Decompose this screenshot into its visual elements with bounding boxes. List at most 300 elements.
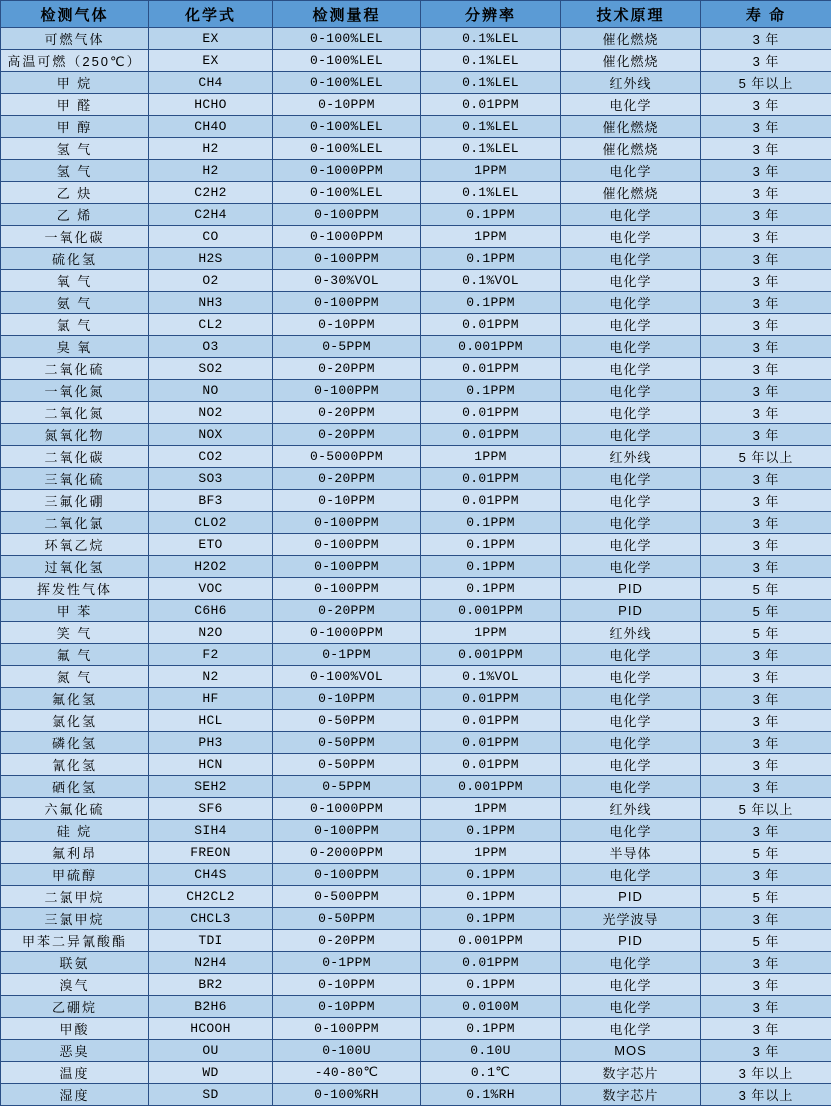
table-row [1, 270, 831, 292]
table-header-row [1, 1, 831, 28]
cell-formula: C2H2 [149, 182, 273, 204]
cell-formula: H2 [149, 160, 273, 182]
cell-resolution: 0.001PPM [421, 644, 561, 666]
table-row [1, 996, 831, 1018]
cell-formula: BF3 [149, 490, 273, 512]
cell-range: 0-10PPM [273, 688, 421, 710]
cell-range: -40-80℃ [273, 1062, 421, 1084]
cell-principle: 红外线 [561, 446, 701, 468]
cell-resolution: 0.1PPM [421, 204, 561, 226]
cell-range: 0-100U [273, 1040, 421, 1062]
cell-resolution: 0.01PPM [421, 358, 561, 380]
cell-lifetime: 5 年 [701, 578, 831, 600]
cell-lifetime: 3 年 [701, 204, 831, 226]
table-row [1, 512, 831, 534]
cell-resolution: 0.1%RH [421, 1084, 561, 1106]
cell-formula: PH3 [149, 732, 273, 754]
cell-resolution: 0.001PPM [421, 776, 561, 798]
cell-resolution: 0.01PPM [421, 732, 561, 754]
cell-principle: 催化燃烧 [561, 28, 701, 50]
cell-resolution: 0.1PPM [421, 1018, 561, 1040]
table-row [1, 974, 831, 996]
table-row [1, 314, 831, 336]
cell-lifetime: 3 年 [701, 864, 831, 886]
cell-range: 0-50PPM [273, 908, 421, 930]
cell-principle: 电化学 [561, 314, 701, 336]
cell-gas: 溴气 [1, 974, 149, 996]
cell-range: 0-100PPM [273, 292, 421, 314]
cell-range: 0-100PPM [273, 204, 421, 226]
cell-range: 0-100PPM [273, 820, 421, 842]
cell-lifetime: 3 年 [701, 380, 831, 402]
cell-formula: N2O [149, 622, 273, 644]
table-row [1, 644, 831, 666]
cell-lifetime: 5 年 [701, 600, 831, 622]
cell-principle: 电化学 [561, 424, 701, 446]
cell-formula: SIH4 [149, 820, 273, 842]
table-row [1, 226, 831, 248]
cell-gas: 甲硫醇 [1, 864, 149, 886]
table-row [1, 182, 831, 204]
cell-principle: 电化学 [561, 160, 701, 182]
table-row [1, 204, 831, 226]
column-header-formula: 化学式 [149, 1, 273, 28]
table-header [1, 1, 831, 28]
table-row [1, 776, 831, 798]
table-row [1, 1062, 831, 1084]
cell-resolution: 0.1%LEL [421, 28, 561, 50]
cell-range: 0-20PPM [273, 468, 421, 490]
cell-formula: ETO [149, 534, 273, 556]
cell-range: 0-100PPM [273, 248, 421, 270]
table-row [1, 292, 831, 314]
cell-principle: 电化学 [561, 380, 701, 402]
cell-formula: C2H4 [149, 204, 273, 226]
cell-principle: 光学波导 [561, 908, 701, 930]
cell-range: 0-500PPM [273, 886, 421, 908]
cell-lifetime: 3 年 [701, 160, 831, 182]
table-row [1, 72, 831, 94]
cell-principle: 电化学 [561, 248, 701, 270]
cell-principle: 电化学 [561, 996, 701, 1018]
cell-principle: 电化学 [561, 490, 701, 512]
cell-formula: SO3 [149, 468, 273, 490]
cell-gas: 硅 烷 [1, 820, 149, 842]
cell-formula: NO2 [149, 402, 273, 424]
cell-formula: HCHO [149, 94, 273, 116]
cell-lifetime: 3 年 [701, 754, 831, 776]
cell-range: 0-10PPM [273, 974, 421, 996]
cell-lifetime: 3 年 [701, 50, 831, 72]
cell-range: 0-100%RH [273, 1084, 421, 1106]
cell-formula: HF [149, 688, 273, 710]
cell-lifetime: 3 年 [701, 710, 831, 732]
cell-range: 0-100%LEL [273, 28, 421, 50]
cell-gas: 联氨 [1, 952, 149, 974]
cell-principle: 催化燃烧 [561, 116, 701, 138]
cell-gas: 氮 气 [1, 666, 149, 688]
cell-principle: 电化学 [561, 512, 701, 534]
cell-range: 0-100PPM [273, 512, 421, 534]
cell-principle: 催化燃烧 [561, 50, 701, 72]
cell-range: 0-10PPM [273, 94, 421, 116]
table-row [1, 534, 831, 556]
cell-range: 0-100%LEL [273, 182, 421, 204]
cell-principle: 催化燃烧 [561, 182, 701, 204]
column-header-range: 检测量程 [273, 1, 421, 28]
cell-lifetime: 3 年 [701, 424, 831, 446]
cell-lifetime: 5 年 [701, 842, 831, 864]
cell-formula: NO [149, 380, 273, 402]
cell-resolution: 1PPM [421, 160, 561, 182]
table-body [1, 28, 831, 1106]
cell-range: 0-100%LEL [273, 72, 421, 94]
cell-lifetime: 3 年 [701, 226, 831, 248]
cell-lifetime: 3 年 [701, 182, 831, 204]
cell-resolution: 0.01PPM [421, 94, 561, 116]
cell-formula: CHCL3 [149, 908, 273, 930]
cell-formula: SEH2 [149, 776, 273, 798]
cell-range: 0-20PPM [273, 358, 421, 380]
cell-gas: 氰化氢 [1, 754, 149, 776]
table-row [1, 116, 831, 138]
cell-formula: OU [149, 1040, 273, 1062]
cell-formula: F2 [149, 644, 273, 666]
cell-gas: 硫化氢 [1, 248, 149, 270]
cell-formula: N2H4 [149, 952, 273, 974]
cell-gas: 温度 [1, 1062, 149, 1084]
cell-range: 0-2000PPM [273, 842, 421, 864]
cell-lifetime: 3 年 [701, 512, 831, 534]
cell-lifetime: 5 年以上 [701, 72, 831, 94]
cell-lifetime: 3 年 [701, 248, 831, 270]
cell-resolution: 0.1PPM [421, 292, 561, 314]
cell-principle: 红外线 [561, 798, 701, 820]
cell-resolution: 0.1PPM [421, 908, 561, 930]
table-row [1, 798, 831, 820]
cell-gas: 甲 烷 [1, 72, 149, 94]
cell-resolution: 0.001PPM [421, 930, 561, 952]
cell-resolution: 0.1PPM [421, 512, 561, 534]
cell-formula: CO [149, 226, 273, 248]
cell-principle: 电化学 [561, 270, 701, 292]
cell-resolution: 0.10U [421, 1040, 561, 1062]
table-row [1, 600, 831, 622]
cell-formula: O3 [149, 336, 273, 358]
cell-range: 0-100%VOL [273, 666, 421, 688]
cell-gas: 氧 气 [1, 270, 149, 292]
cell-formula: TDI [149, 930, 273, 952]
cell-range: 0-10PPM [273, 490, 421, 512]
cell-resolution: 0.1PPM [421, 578, 561, 600]
cell-principle: 电化学 [561, 710, 701, 732]
cell-formula: CLO2 [149, 512, 273, 534]
cell-resolution: 0.0100M [421, 996, 561, 1018]
cell-gas: 氟利昂 [1, 842, 149, 864]
table-row [1, 402, 831, 424]
cell-principle: 数字芯片 [561, 1062, 701, 1084]
cell-range: 0-100PPM [273, 534, 421, 556]
table-row [1, 160, 831, 182]
cell-lifetime: 3 年 [701, 490, 831, 512]
cell-gas: 一氧化碳 [1, 226, 149, 248]
cell-formula: WD [149, 1062, 273, 1084]
cell-resolution: 0.1%VOL [421, 270, 561, 292]
cell-gas: 氢 气 [1, 160, 149, 182]
cell-resolution: 0.01PPM [421, 468, 561, 490]
cell-lifetime: 3 年以上 [701, 1084, 831, 1106]
cell-gas: 甲酸 [1, 1018, 149, 1040]
column-header-principle: 技术原理 [561, 1, 701, 28]
cell-principle: 电化学 [561, 556, 701, 578]
cell-gas: 甲 醛 [1, 94, 149, 116]
cell-resolution: 0.01PPM [421, 754, 561, 776]
cell-range: 0-20PPM [273, 600, 421, 622]
cell-resolution: 0.01PPM [421, 424, 561, 446]
cell-range: 0-1000PPM [273, 798, 421, 820]
cell-principle: 红外线 [561, 622, 701, 644]
table-row [1, 446, 831, 468]
cell-principle: 电化学 [561, 292, 701, 314]
table-row [1, 50, 831, 72]
cell-formula: HCL [149, 710, 273, 732]
cell-gas: 氯化氢 [1, 710, 149, 732]
cell-formula: SO2 [149, 358, 273, 380]
cell-range: 0-100PPM [273, 1018, 421, 1040]
cell-lifetime: 3 年 [701, 688, 831, 710]
cell-gas: 甲 醇 [1, 116, 149, 138]
cell-gas: 乙 炔 [1, 182, 149, 204]
table-row [1, 886, 831, 908]
cell-principle: 电化学 [561, 402, 701, 424]
cell-range: 0-100PPM [273, 556, 421, 578]
table-row [1, 248, 831, 270]
cell-formula: EX [149, 28, 273, 50]
cell-principle: 电化学 [561, 226, 701, 248]
cell-gas: 挥发性气体 [1, 578, 149, 600]
cell-principle: 电化学 [561, 534, 701, 556]
cell-lifetime: 3 年 [701, 534, 831, 556]
cell-gas: 过氧化氢 [1, 556, 149, 578]
cell-gas: 三氧化硫 [1, 468, 149, 490]
table-row [1, 468, 831, 490]
table-row [1, 908, 831, 930]
cell-range: 0-20PPM [273, 424, 421, 446]
cell-lifetime: 3 年 [701, 644, 831, 666]
cell-gas: 二氧化硫 [1, 358, 149, 380]
cell-formula: CH4 [149, 72, 273, 94]
cell-resolution: 1PPM [421, 226, 561, 248]
cell-lifetime: 3 年 [701, 292, 831, 314]
cell-lifetime: 5 年 [701, 886, 831, 908]
cell-lifetime: 3 年 [701, 820, 831, 842]
cell-lifetime: 3 年 [701, 336, 831, 358]
cell-formula: HCN [149, 754, 273, 776]
table-row [1, 358, 831, 380]
cell-gas: 可燃气体 [1, 28, 149, 50]
table-row [1, 666, 831, 688]
cell-formula: C6H6 [149, 600, 273, 622]
cell-resolution: 1PPM [421, 842, 561, 864]
cell-gas: 二氧化氯 [1, 512, 149, 534]
table-row [1, 732, 831, 754]
cell-lifetime: 3 年 [701, 666, 831, 688]
cell-gas: 氟 气 [1, 644, 149, 666]
cell-lifetime: 3 年 [701, 732, 831, 754]
cell-range: 0-100%LEL [273, 138, 421, 160]
table-row [1, 336, 831, 358]
table-row [1, 688, 831, 710]
cell-gas: 氯 气 [1, 314, 149, 336]
cell-range: 0-10PPM [273, 996, 421, 1018]
cell-principle: 电化学 [561, 336, 701, 358]
cell-resolution: 0.1%LEL [421, 182, 561, 204]
cell-principle: 电化学 [561, 952, 701, 974]
cell-lifetime: 3 年 [701, 556, 831, 578]
cell-principle: 电化学 [561, 754, 701, 776]
cell-gas: 二氧化碳 [1, 446, 149, 468]
cell-range: 0-30%VOL [273, 270, 421, 292]
cell-lifetime: 3 年 [701, 314, 831, 336]
cell-formula: H2O2 [149, 556, 273, 578]
cell-resolution: 0.01PPM [421, 688, 561, 710]
cell-gas: 二氯甲烷 [1, 886, 149, 908]
table-row [1, 842, 831, 864]
cell-principle: 红外线 [561, 72, 701, 94]
cell-resolution: 0.001PPM [421, 600, 561, 622]
cell-lifetime: 3 年 [701, 996, 831, 1018]
cell-principle: 电化学 [561, 1018, 701, 1040]
cell-resolution: 0.01PPM [421, 402, 561, 424]
cell-gas: 乙硼烷 [1, 996, 149, 1018]
cell-gas: 二氧化氮 [1, 402, 149, 424]
table-row [1, 1018, 831, 1040]
cell-principle: 数字芯片 [561, 1084, 701, 1106]
cell-lifetime: 5 年 [701, 930, 831, 952]
cell-resolution: 0.1%LEL [421, 138, 561, 160]
table-row [1, 490, 831, 512]
column-header-lifetime: 寿 命 [701, 1, 831, 28]
cell-formula: CH4S [149, 864, 273, 886]
table-row [1, 1040, 831, 1062]
table-row [1, 754, 831, 776]
table-row [1, 820, 831, 842]
cell-range: 0-5000PPM [273, 446, 421, 468]
cell-resolution: 0.1PPM [421, 886, 561, 908]
cell-range: 0-20PPM [273, 402, 421, 424]
cell-resolution: 0.1PPM [421, 534, 561, 556]
cell-lifetime: 3 年 [701, 270, 831, 292]
cell-gas: 甲苯二异氰酸酯 [1, 930, 149, 952]
cell-lifetime: 5 年以上 [701, 798, 831, 820]
table-row [1, 952, 831, 974]
cell-resolution: 0.1%VOL [421, 666, 561, 688]
cell-principle: 催化燃烧 [561, 138, 701, 160]
cell-gas: 臭 氧 [1, 336, 149, 358]
cell-formula: CL2 [149, 314, 273, 336]
cell-formula: NOX [149, 424, 273, 446]
cell-resolution: 0.001PPM [421, 336, 561, 358]
cell-gas: 甲 苯 [1, 600, 149, 622]
cell-formula: O2 [149, 270, 273, 292]
cell-lifetime: 3 年 [701, 1018, 831, 1040]
cell-resolution: 0.1%LEL [421, 50, 561, 72]
cell-range: 0-100PPM [273, 380, 421, 402]
cell-formula: CH2CL2 [149, 886, 273, 908]
cell-range: 0-100PPM [273, 578, 421, 600]
cell-principle: 电化学 [561, 94, 701, 116]
cell-gas: 三氟化硼 [1, 490, 149, 512]
cell-gas: 高温可燃（250℃） [1, 50, 149, 72]
cell-formula: CH4O [149, 116, 273, 138]
cell-lifetime: 3 年 [701, 116, 831, 138]
cell-resolution: 0.1PPM [421, 974, 561, 996]
table-row [1, 556, 831, 578]
cell-lifetime: 3 年 [701, 138, 831, 160]
cell-gas: 六氟化硫 [1, 798, 149, 820]
cell-formula: VOC [149, 578, 273, 600]
cell-principle: 电化学 [561, 688, 701, 710]
cell-resolution: 0.1%LEL [421, 72, 561, 94]
column-header-gas: 检测气体 [1, 1, 149, 28]
cell-range: 0-1PPM [273, 952, 421, 974]
cell-range: 0-100%LEL [273, 116, 421, 138]
cell-principle: 半导体 [561, 842, 701, 864]
cell-resolution: 0.01PPM [421, 952, 561, 974]
column-header-resolution: 分辨率 [421, 1, 561, 28]
cell-range: 0-5PPM [273, 336, 421, 358]
cell-range: 0-100PPM [273, 864, 421, 886]
cell-resolution: 0.1℃ [421, 1062, 561, 1084]
cell-gas: 恶臭 [1, 1040, 149, 1062]
cell-gas: 一氧化氮 [1, 380, 149, 402]
cell-principle: PID [561, 886, 701, 908]
cell-formula: NH3 [149, 292, 273, 314]
cell-principle: 电化学 [561, 644, 701, 666]
cell-principle: 电化学 [561, 820, 701, 842]
cell-lifetime: 5 年以上 [701, 446, 831, 468]
cell-principle: 电化学 [561, 732, 701, 754]
cell-resolution: 0.01PPM [421, 314, 561, 336]
table-row [1, 864, 831, 886]
cell-lifetime: 3 年 [701, 28, 831, 50]
cell-formula: SF6 [149, 798, 273, 820]
table-row [1, 622, 831, 644]
cell-principle: 电化学 [561, 864, 701, 886]
table-row [1, 1084, 831, 1106]
cell-gas: 湿度 [1, 1084, 149, 1106]
table-row [1, 138, 831, 160]
cell-range: 0-1000PPM [273, 160, 421, 182]
cell-principle: 电化学 [561, 204, 701, 226]
cell-formula: FREON [149, 842, 273, 864]
cell-principle: 电化学 [561, 776, 701, 798]
cell-range: 0-50PPM [273, 732, 421, 754]
cell-range: 0-50PPM [273, 754, 421, 776]
cell-lifetime: 3 年 [701, 952, 831, 974]
cell-lifetime: 3 年 [701, 358, 831, 380]
cell-principle: PID [561, 600, 701, 622]
cell-resolution: 1PPM [421, 446, 561, 468]
cell-range: 0-20PPM [273, 930, 421, 952]
cell-formula: N2 [149, 666, 273, 688]
cell-resolution: 1PPM [421, 798, 561, 820]
table-row [1, 578, 831, 600]
cell-formula: BR2 [149, 974, 273, 996]
cell-gas: 氟化氢 [1, 688, 149, 710]
cell-principle: 电化学 [561, 468, 701, 490]
cell-formula: SD [149, 1084, 273, 1106]
